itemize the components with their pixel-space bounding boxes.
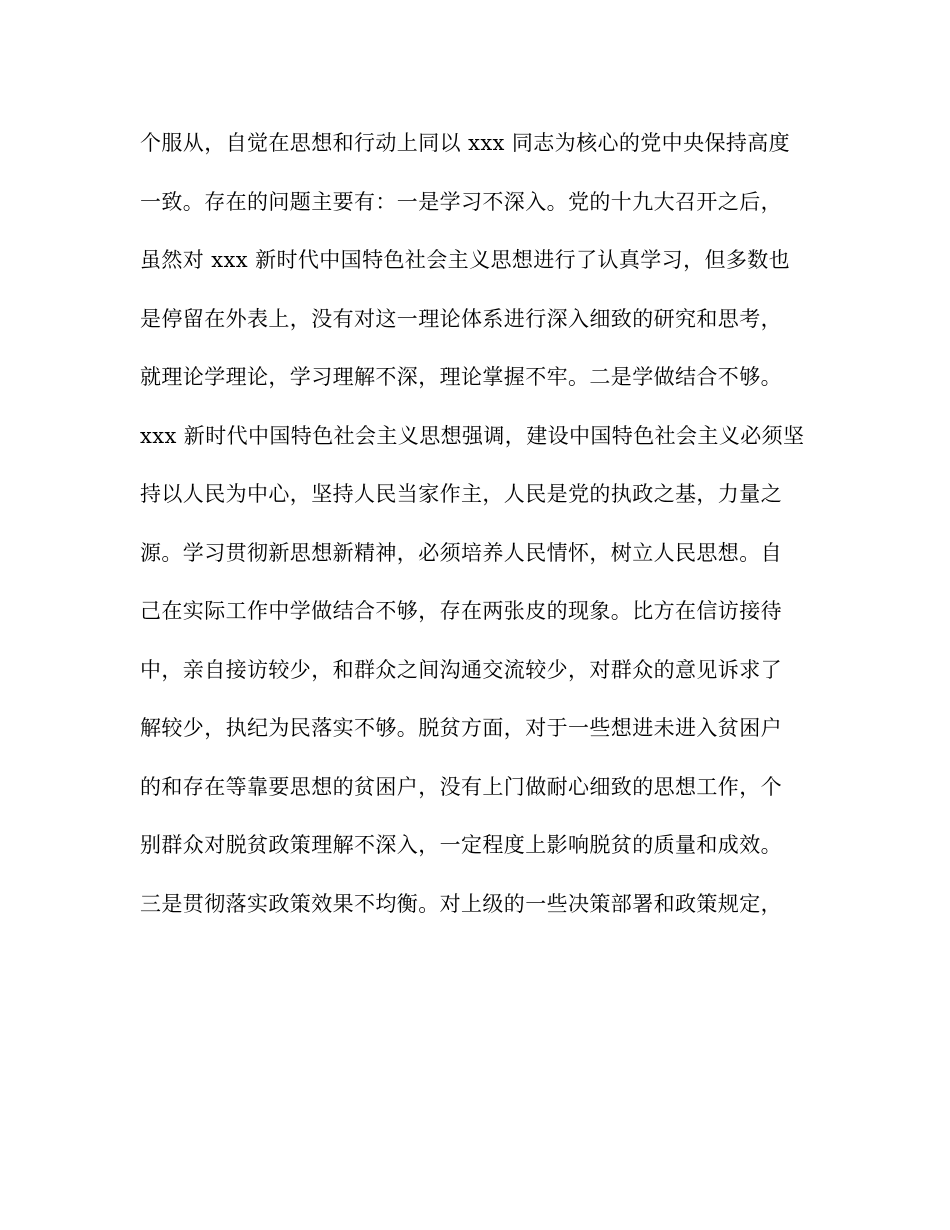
text-line: 中，亲自接访较少，和群众之间沟通交流较少，对群众的意见诉求了 bbox=[140, 657, 782, 682]
text-line: 源。学习贯彻新思想新精神，必须培养人民情怀，树立人民思想。自 bbox=[140, 540, 782, 565]
text-line: 三是贯彻落实政策效果不均衡。对上级的一些决策部署和政策规定， bbox=[140, 891, 782, 916]
text-line: 己在实际工作中学做结合不够，存在两张皮的现象。比方在信访接待 bbox=[140, 599, 782, 623]
text-line: 别群众对脱贫政策理解不深入，一定程度上影响脱贫的质量和成效。 bbox=[140, 833, 782, 857]
text-line: 持以人民为中心，坚持人民当家作主，人民是党的执政之基，力量之 bbox=[140, 482, 782, 506]
text-line: 的和存在等靠要思想的贫困户，没有上门做耐心细致的思想工作，个 bbox=[140, 774, 782, 799]
text-line: 是停留在外表上，没有对这一理论体系进行深入细致的研究和思考， bbox=[140, 306, 782, 331]
text-line: 解较少，执纪为民落实不够。脱贫方面，对于一些想进未进入贫困户 bbox=[140, 716, 782, 740]
text-line: 一致。存在的问题主要有：一是学习不深入。党的十九大召开之后， bbox=[140, 189, 782, 214]
body-text bbox=[140, 121, 820, 940]
text-line: xxx 新时代中国特色社会主义思想强调，建设中国特色社会主义必须坚 bbox=[140, 423, 805, 448]
text-line: 虽然对 xxx 新时代中国特色社会主义思想进行了认真学习，但多数也 bbox=[140, 248, 791, 272]
text-line: 就理论学理论，学习理解不深，理论掌握不牢。二是学做结合不够。 bbox=[140, 365, 782, 389]
text-line: 个服从，自觉在思想和行动上同以 xxx 同志为核心的党中央保持高度 bbox=[140, 131, 791, 155]
